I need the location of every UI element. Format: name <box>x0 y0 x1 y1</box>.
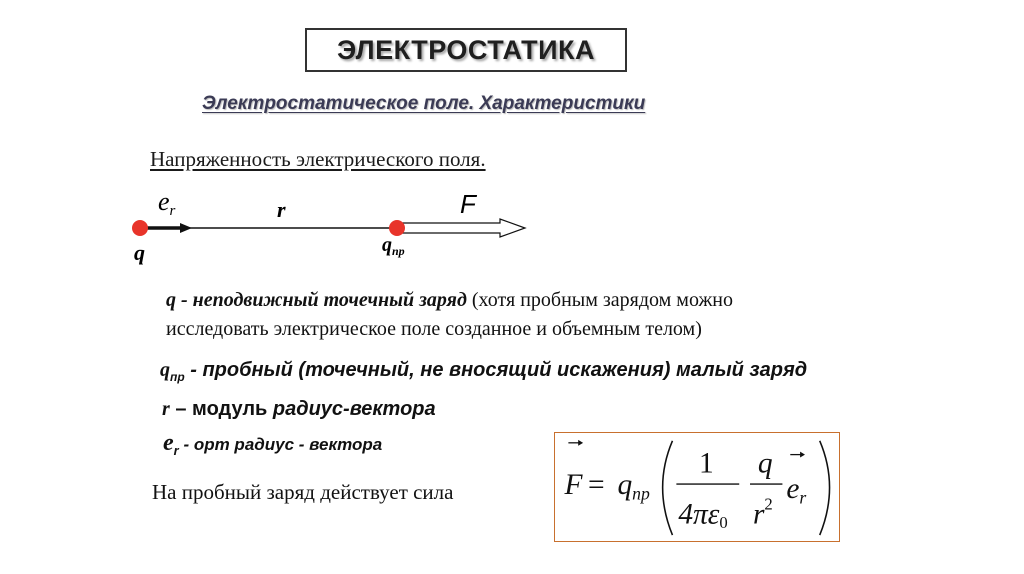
definition-qpr-symbol: q <box>160 359 170 381</box>
unit-vector-arrowhead <box>180 223 192 233</box>
formula-numerator-1: 1 <box>698 447 714 480</box>
definition-qpr <box>160 359 807 384</box>
test-charge-sub: пр <box>392 244 405 258</box>
subtitle: Электростатическое поле. Характеристики <box>202 93 646 114</box>
field-diagram <box>120 185 540 275</box>
unit-vector-label: e <box>158 187 170 216</box>
source-charge-label: q <box>134 240 145 265</box>
definition-r-bold: – модуль <box>169 398 268 420</box>
svg-text:er <box>158 187 176 219</box>
definition-r-symbol: r <box>162 398 170 420</box>
definition-q-text-2: исследовать электрическое поле созданное и объемным телом) <box>166 318 702 340</box>
formula-numerator-2: q <box>757 447 773 480</box>
svg-text:er <box>786 473 806 508</box>
definition-er-symbol: e <box>163 430 174 456</box>
vector-arrow-icon <box>578 440 583 446</box>
svg-text:qпр <box>617 469 650 504</box>
formula-coef: q <box>617 468 633 501</box>
force-arrow <box>402 219 525 237</box>
left-parenthesis <box>663 441 673 535</box>
distance-label: r <box>277 197 286 222</box>
svg-text:r2 <box>753 495 773 531</box>
formula-denominator-1-sub: 0 <box>719 513 728 533</box>
svg-text:4πε0 <box>678 498 727 532</box>
force-statement: На пробный заряд действует сила <box>152 480 454 504</box>
formula-vector: e <box>786 472 800 505</box>
formula-denominator-2: r <box>752 498 765 531</box>
coulomb-formula <box>554 432 840 542</box>
definition-q-symbol: q <box>166 289 176 311</box>
formula-coef-sub: пр <box>632 483 650 504</box>
section-heading: Напряженность электрического поля. <box>150 147 486 171</box>
formula-equals: = <box>588 468 605 501</box>
svg-text:qпр <box>382 234 405 258</box>
formula-lhs: F <box>564 468 583 501</box>
test-charge-label: q <box>382 234 392 256</box>
formula-vector-sub: r <box>799 487 807 508</box>
definition-qpr-sub: пр <box>170 370 185 384</box>
force-label: F <box>460 189 476 219</box>
definition-er <box>163 430 382 458</box>
definition-q-text-1: (хотя пробным зарядом можно <box>466 289 733 311</box>
definition-q <box>166 289 733 312</box>
page-title: ЭЛЕКТРОСТАТИКА <box>336 34 596 65</box>
definition-r-italic: радиус-вектора <box>267 398 436 420</box>
definition-qpr-text: - пробный (точечный, не вносящий искажения) малый заряд <box>184 359 808 381</box>
title-box <box>305 28 627 72</box>
definition-er-sub: r <box>173 443 179 458</box>
formula-denominator-2-sup: 2 <box>764 494 773 514</box>
right-parenthesis <box>820 441 830 535</box>
formula-denominator-1: 4πε <box>678 498 720 531</box>
source-charge-dot <box>132 220 148 236</box>
definition-r <box>162 398 436 421</box>
definition-er-text: - орт радиус - вектора <box>178 435 383 454</box>
definition-q-bold: - неподвижный точечный заряд <box>176 289 467 311</box>
unit-vector-sub: r <box>169 203 176 219</box>
vector-arrow-icon <box>800 452 805 458</box>
